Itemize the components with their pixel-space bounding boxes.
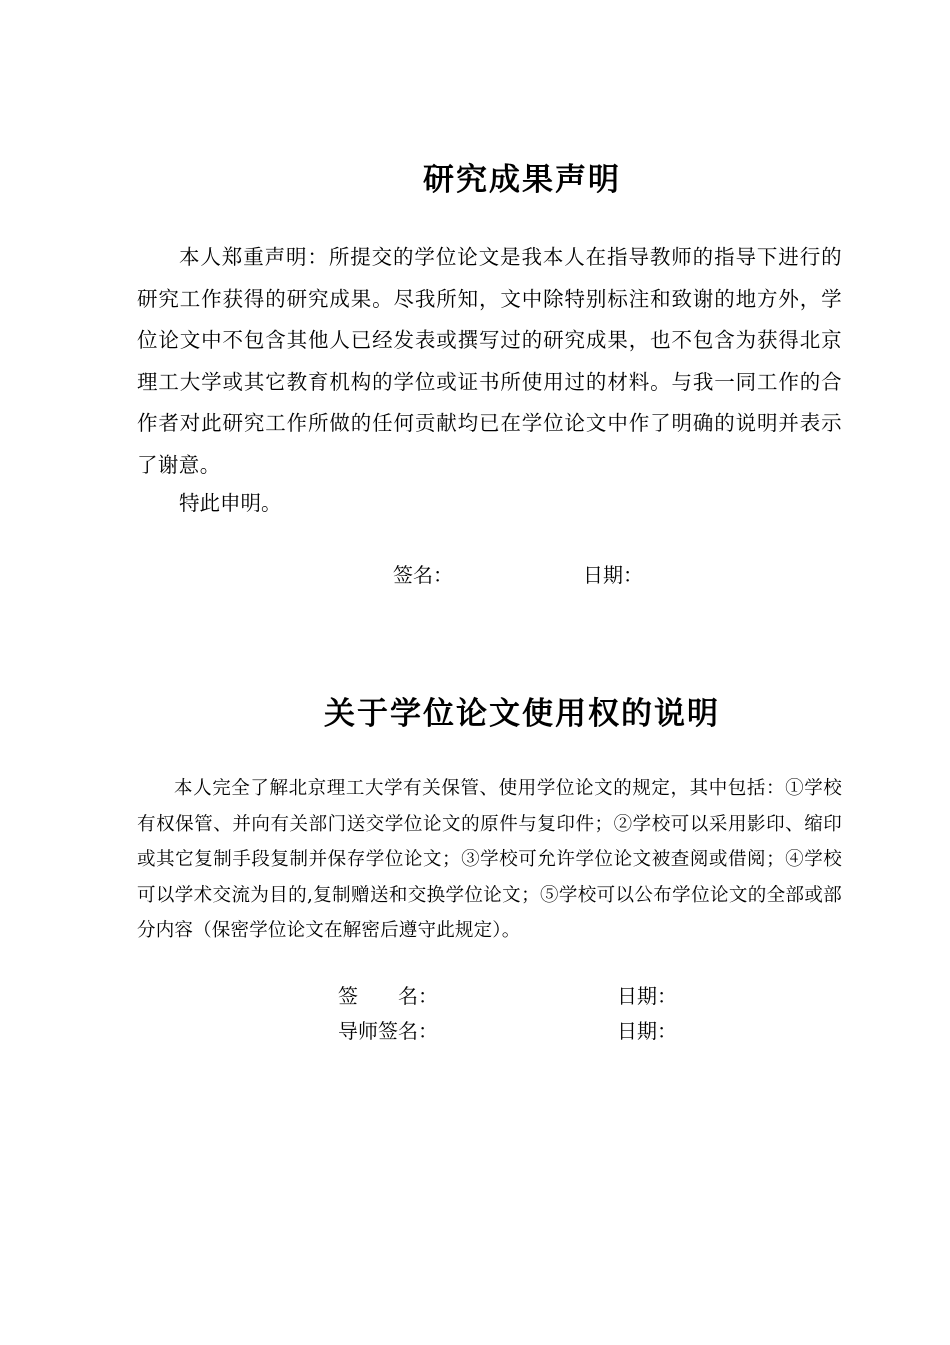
- declaration-date-label: 日期：: [583, 563, 643, 587]
- declaration-signature-label: 签名：: [393, 563, 453, 587]
- research-declaration-title: 研究成果声明: [423, 162, 621, 198]
- advisor-signature-label: 导师签名：: [338, 1019, 438, 1043]
- usage-rights-title: 关于学位论文使用权的说明: [324, 696, 720, 732]
- research-declaration-paragraph: 本人郑重声明：所提交的学位论文是我本人在指导教师的指导下进行的研究工作获得的研究成果。尽我所知，文中除特别标注和致谢的地方外，学位论文中不包含其他人已经发表或撰写过的研究成果，也不包含为获得北京理工大学或其它教育机构的学位或证书所使用过的材料。与我一同工作的合作者对此研究工作所做的任何贡献均已在学位论文中作了明确的说明并表示了谢意。: [137, 245, 842, 477]
- usage-rights-paragraph: 本人完全了解北京理工大学有关保管、使用学位论文的规定，其中包括：①学校有权保管、并向有关部门送交学位论文的原件与复印件；②学校可以采用影印、缩印或其它复制手段复制并保存学位论文；③学校可允许学位论文被查阅或借阅；④学校可以学术交流为目的,复制赠送和交换学位论文；⑤学校可以公布学位论文的全部或部分内容（保密学位论文在解密后遵守此规定）。: [137, 778, 842, 941]
- author-signature-label: 签 名：: [338, 984, 438, 1008]
- advisor-date-label: 日期：: [617, 1019, 677, 1043]
- declaration-closing: 特此申明。: [179, 491, 282, 515]
- author-date-label: 日期：: [617, 984, 677, 1008]
